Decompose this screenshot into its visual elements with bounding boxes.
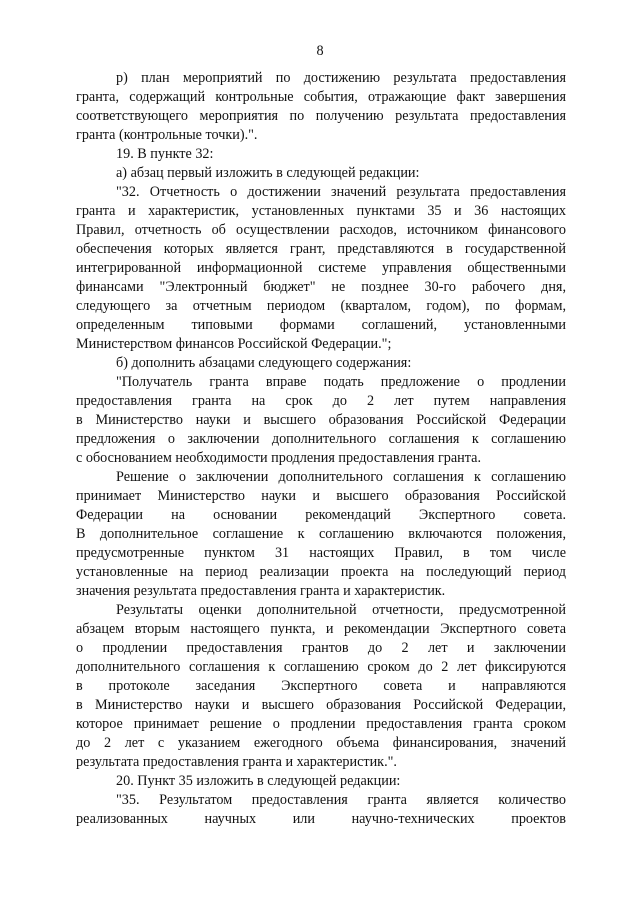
text-line: принимает Министерство науки и высшего образования Российской (76, 488, 566, 504)
text-line: 19. В пункте 32: (116, 146, 214, 162)
text-line: финансами "Электронный бюджет" не позднее 30-го рабочего дня, (76, 279, 566, 295)
text-line: "Получатель гранта вправе подать предложение о продлении (116, 374, 566, 390)
page-number: 8 (316, 43, 324, 59)
text-line: в Министерство науки и высшего образования Российской Федерации (76, 412, 566, 428)
text-line: установленные на период реализации проекта на последующий период (76, 564, 566, 580)
text-line: следующего за отчетным периодом (кварталом, годом), по формам, (76, 298, 566, 314)
text-line: до 2 лет с указанием ежегодного объема финансирования, значений (76, 735, 566, 751)
text-line: в Министерство науки и высшего образования Российской Федерации, (76, 697, 566, 713)
text-line: Федерации на основании рекомендаций Экспертного совета. (76, 507, 566, 523)
document-body (76, 69, 566, 829)
text-line: определенным типовыми формами соглашений, установленными (76, 317, 566, 333)
text-line: о продлении предоставления грантов до 2 лет и заключении (76, 640, 566, 656)
text-line: обеспечения которых является грант, представляются в государственной (76, 241, 566, 257)
text-line: предоставления гранта на срок до 2 лет путем направления (76, 393, 566, 409)
text-line: предусмотренные пунктом 31 настоящих Правил, в том числе (76, 545, 566, 561)
text-line: Решение о заключении дополнительного соглашения к соглашению (116, 469, 566, 485)
text-line: гранта и характеристик, установленных пунктами 35 и 36 настоящих (76, 203, 566, 219)
text-line: В дополнительное соглашение к соглашению включаются положения, (76, 526, 566, 542)
text-line: значения результата предоставления гранта и характеристик. (76, 583, 446, 599)
text-line: дополнительного соглашения к соглашению сроком до 2 лет фиксируются (76, 659, 566, 675)
text-line: предложения о заключении дополнительного соглашения к соглашению (76, 431, 566, 447)
text-line: реализованных научных или научно-технических проектов (76, 811, 566, 827)
text-line: которое принимает решение о продлении предоставления гранта сроком (76, 716, 566, 732)
text-line: Министерством финансов Российской Федерации."; (76, 336, 392, 352)
text-line: гранта (контрольные точки).". (76, 127, 258, 143)
text-line: абзацем вторым настоящего пункта, и рекомендации Экспертного совета (76, 621, 566, 637)
text-line: соответствующего мероприятия по получению результата предоставления (76, 108, 566, 124)
text-line: "35. Результатом предоставления гранта является количество (116, 792, 566, 808)
text-line: б) дополнить абзацами следующего содержания: (116, 355, 412, 371)
text-line: интегрированной информационной системе управления общественными (76, 260, 566, 276)
text-line: а) абзац первый изложить в следующей редакции: (116, 165, 420, 181)
text-line: в протоколе заседания Экспертного совета и направляются (76, 678, 566, 694)
text-line: "32. Отчетность о достижении значений результата предоставления (116, 184, 566, 200)
text-line: результата предоставления гранта и характеристик.". (76, 754, 397, 770)
text-line: с обоснованием необходимости продления предоставления гранта. (76, 450, 481, 466)
text-line: р) план мероприятий по достижению результата предоставления (116, 70, 566, 86)
text-line: 20. Пункт 35 изложить в следующей редакции: (116, 773, 401, 789)
text-line: гранта, содержащий контрольные события, отражающие факт завершения (76, 89, 566, 105)
text-line: Результаты оценки дополнительной отчетности, предусмотренной (116, 602, 566, 618)
text-line: Правил, отчетность об осуществлении расходов, источником финансового (76, 222, 566, 238)
